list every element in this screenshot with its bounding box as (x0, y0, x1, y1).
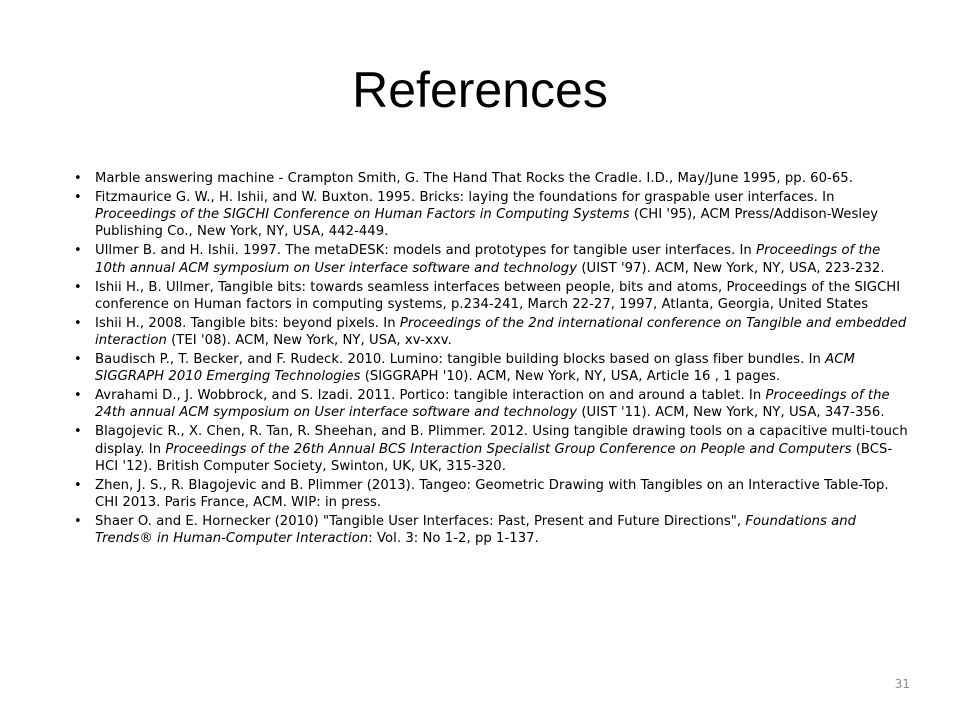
reference-segment: Marble answering machine - Crampton Smith, G. The Hand That Rocks the Cradle. I.D., May/June 1995, pp. 60-65. (95, 171, 853, 186)
reference-item (70, 477, 910, 511)
reference-text (95, 279, 910, 313)
bullet-icon: • (74, 243, 82, 259)
reference-segment: Ishii H., 2008. Tangible bits: beyond pixels. In (95, 315, 400, 331)
reference-text (95, 315, 910, 349)
reference-item (70, 242, 910, 276)
reference-text (95, 387, 910, 421)
reference-item (70, 351, 910, 385)
reference-venue-italic: ACM SIGGRAPH 2010 Emerging Technologies (95, 352, 855, 385)
reference-segment: Fitzmaurice G. W., H. Ishii, and W. Buxton. 1995. Bricks: laying the foundations for graspable user interfaces. In (95, 190, 835, 205)
reference-segment: (TEI '08). ACM, New York, NY, USA, xv-xxv. (166, 333, 452, 349)
slide-title: References (352, 62, 608, 118)
reference-text (95, 477, 910, 511)
reference-item (70, 387, 910, 421)
reference-segment: Ishii H., B. Ullmer, Tangible bits: towards seamless interfaces between people, bits and atoms, Proceedings of the SIGCHI conference on Human factors in computing systems, p.234-241, March 22-27, 1997, Atlanta, Georgia, United States (95, 279, 901, 312)
bullet-icon: • (74, 315, 82, 331)
bullet-icon: • (74, 352, 82, 368)
reference-item (70, 189, 910, 241)
reference-text (95, 351, 910, 385)
bullet-icon: • (74, 388, 82, 404)
page-number: 31 (894, 677, 910, 691)
bullet-icon: • (74, 171, 82, 186)
reference-item (70, 315, 910, 349)
reference-venue-italic: Proceedings of the 26th Annual BCS Interaction Specialist Group Conference on People and Computers (165, 441, 852, 457)
reference-venue-italic: Proceedings of the 10th annual ACM symposium on User interface software and technology (95, 243, 881, 276)
bullet-icon: • (74, 424, 82, 440)
reference-list (70, 170, 910, 549)
reference-venue-italic: Proceedings of the 24th annual ACM symposium on User interface software and technology (95, 388, 890, 421)
reference-segment: (UIST '97). ACM, New York, NY, USA, 223-232. (577, 260, 885, 276)
reference-text (95, 423, 910, 475)
reference-segment: (SIGGRAPH '10). ACM, New York, NY, USA, Article 16 , 1 pages. (360, 369, 781, 385)
reference-text (95, 189, 910, 241)
bullet-icon: • (74, 279, 82, 295)
reference-text (95, 513, 910, 547)
reference-venue-italic: Proceedings of the SIGCHI Conference on Human Factors in Computing Systems (95, 207, 630, 223)
bullet-icon: • (74, 477, 82, 493)
bullet-icon: • (74, 190, 82, 205)
reference-item (70, 279, 910, 313)
reference-segment: Ullmer B. and H. Ishii. 1997. The metaDESK: models and prototypes for tangible user interfaces. In (95, 243, 757, 259)
reference-segment: Shaer O. and E. Hornecker (2010) "Tangible User Interfaces: Past, Present and Future Directions", (95, 514, 746, 530)
reference-segment: (CHI '95), ACM Press/Addison-Wesley Publishing Co., New York, NY, USA, 442-449. (95, 207, 879, 240)
reference-segment: (UIST '11). ACM, New York, NY, USA, 347-356. (577, 405, 885, 421)
reference-text (95, 242, 910, 276)
reference-segment: Zhen, J. S., R. Blagojevic and B. Plimmer (2013). Tangeo: Geometric Drawing with Tangibles on an Interactive Table-Top. CHI 2013. Paris France, ACM. WIP: in press. (95, 477, 889, 511)
reference-segment: (BCS-HCI '12). British Computer Society, Swinton, UK, UK, 315-320. (95, 441, 893, 474)
reference-venue-italic: Proceedings of the 2nd international conference on Tangible and embedded interaction (95, 315, 907, 349)
reference-text (95, 170, 910, 187)
reference-segment: Blagojevic R., X. Chen, R. Tan, R. Sheehan, and B. Plimmer. 2012. Using tangible drawing tools on a capacitive multi-touch display. In (95, 424, 908, 457)
reference-segment: Baudisch P., T. Becker, and F. Rudeck. 2010. Lumino: tangible building blocks based on glass fiber bundles. In (95, 352, 826, 368)
reference-item (70, 170, 910, 187)
reference-venue-italic: Foundations and Trends® in Human-Computer Interaction (95, 514, 857, 547)
reference-segment: : Vol. 3: No 1-2, pp 1-137. (368, 531, 539, 547)
reference-item (70, 423, 910, 475)
reference-segment: Avrahami D., J. Wobbrock, and S. Izadi. 2011. Portico: tangible interaction on and around a tablet. In (95, 388, 766, 404)
bullet-icon: • (74, 514, 82, 530)
reference-item (70, 513, 910, 547)
